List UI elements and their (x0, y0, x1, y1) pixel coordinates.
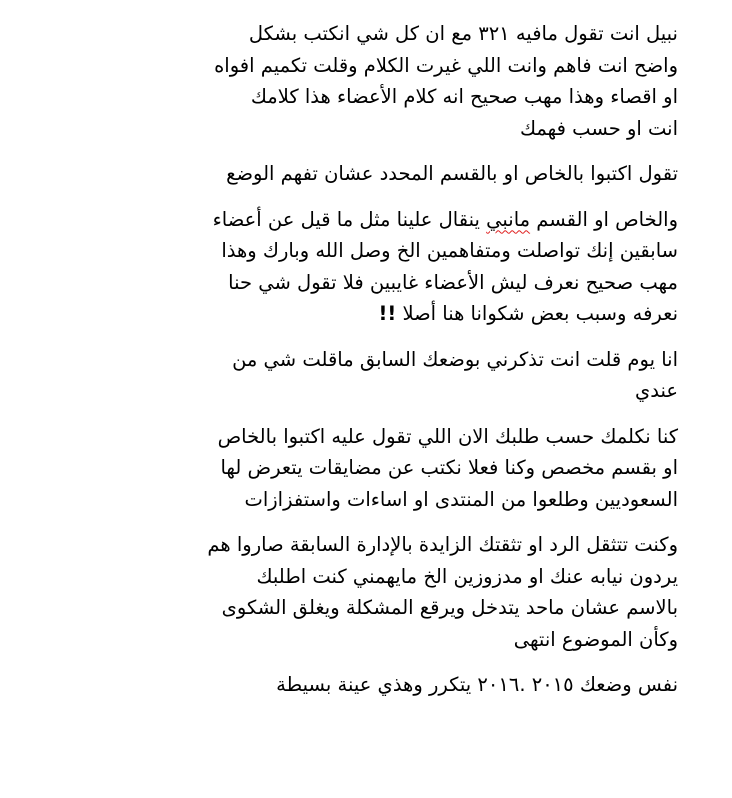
text-line: بالاسم عشان ماحد يتدخل ويرقع المشكلة ويغلق الشكوى (221, 596, 678, 619)
text-line: مهب صحيح نعرف ليش الأعضاء غايبين فلا تقول شي حنا (228, 270, 678, 294)
paragraph-5 (150, 421, 678, 516)
text-line: واضح انت فاهم وانت اللي غيرت الكلام وقلت تكميم افواه (214, 53, 678, 77)
text-segment: والخاص او القسم (530, 207, 678, 231)
text-line: يردون نيابه عنك او مدزوزين الخ مايهمني كنت اطلبك (256, 564, 678, 588)
text-line: وكنت تتثقل الرد او تثقتك الزايدة بالإدارة السابقة صاروا هم (207, 533, 678, 556)
emphasis-marks: !! (378, 302, 397, 325)
text-line: انا يوم قلت انت تذكرني بوضعك السابق ماقلت شي من (232, 347, 678, 371)
paragraph-1 (150, 18, 678, 144)
text-line: تقول اكتبوا بالخاص او بالقسم المحدد عشان تفهم الوضع (226, 162, 678, 185)
text-line: وكأن الموضوع انتهى (513, 627, 678, 651)
document-body (150, 18, 678, 715)
text-line (150, 298, 678, 330)
paragraph-3 (150, 204, 678, 330)
text-segment: ينقال علينا مثل ما قيل عن أعضاء (212, 207, 487, 231)
text-line: سابقين إنك تواصلت ومتفاهمين الخ وصل الله وبارك وهذا (221, 239, 678, 262)
spellcheck-flagged-word[interactable]: مانبي (486, 207, 531, 231)
paragraph-6 (150, 529, 678, 655)
text-segment: نعرفه وسبب بعض شكوانا هنا أصلا (402, 302, 678, 325)
text-line: عندي (634, 379, 678, 402)
text-line: نفس وضعك ٢٠١٥ .٢٠١٦ يتكرر وهذي عينة بسيطة (276, 673, 678, 696)
text-line: او اقصاء وهذا مهب صحيح انه كلام الأعضاء هذا كلامك (250, 85, 678, 108)
text-line: نبيل انت تقول مافيه ٣٢١ مع ان كل شي انكتب بشكل (248, 22, 678, 45)
paragraph-7 (150, 669, 678, 701)
text-line (150, 204, 678, 236)
paragraph-4 (150, 344, 678, 407)
text-line: او بقسم مخصص وكنا فعلا نكتب عن مضايقات يتعرض لها (220, 456, 678, 479)
text-line: انت او حسب فهمك (519, 116, 678, 140)
text-line: كنا نكلمك حسب طلبك الان اللي تقول عليه اكتبوا بالخاص (217, 424, 678, 448)
paragraph-2 (150, 158, 678, 190)
text-line: السعوديين وطلعوا من المنتدى او اساءات واستفزازات (244, 487, 678, 511)
